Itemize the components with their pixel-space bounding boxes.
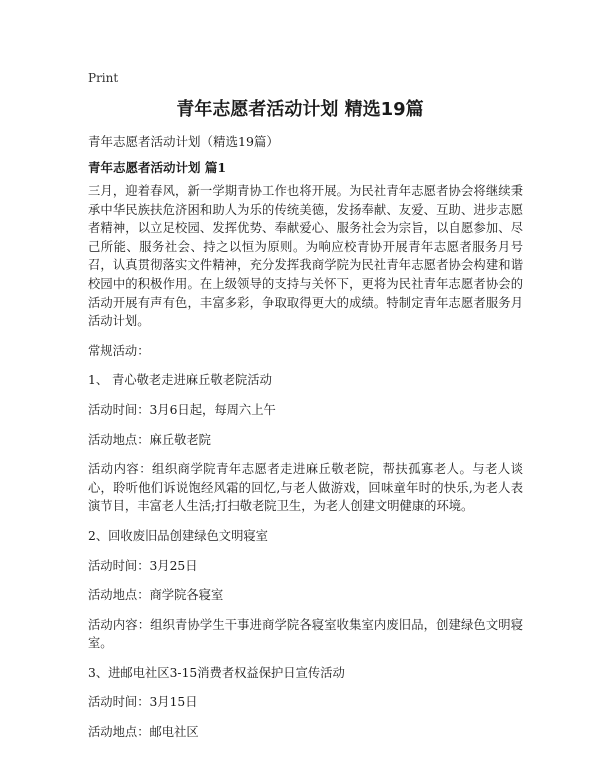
document-subtitle: 青年志愿者活动计划（精选19篇） xyxy=(88,134,279,149)
activity-3-time: 活动时间：3月15日 xyxy=(88,695,198,710)
activity-1-title: 1、 青心敬老走进麻丘敬老院活动 xyxy=(88,373,272,388)
activity-3-location: 活动地点：邮电社区 xyxy=(88,725,199,740)
activity-2-time: 活动时间：3月25日 xyxy=(88,558,198,573)
activity-1-time: 活动时间：3月6日起，每周六上午 xyxy=(88,402,276,417)
activity-2-location: 活动地点：商学院各寝室 xyxy=(88,588,224,603)
page-title: 青年志愿者活动计划 精选19篇 xyxy=(176,99,424,120)
regular-activities-heading: 常规活动： xyxy=(88,343,150,358)
document-body xyxy=(88,182,523,753)
activity-2-content: 活动内容：组织青协学生干事进商学院各寝室收集室内废旧品，创建绿色文明寝室。 xyxy=(88,617,523,651)
activity-3-title: 3、进邮电社区3-15消费者权益保护日宣传活动 xyxy=(88,665,345,680)
activity-1-content: 活动内容：组织商学院青年志愿者走进麻丘敬老院，帮扶孤寡老人。与老人谈心，聆听他们诉说饱经风霜的回忆,与老人做游戏，回味童年时的快乐,为老人表演节目，丰富老人生活;打扫敬老院卫生，为老人创建文明健康的环境。 xyxy=(88,462,523,514)
section-heading: 青年志愿者活动计划 篇1 xyxy=(88,160,227,175)
activity-1-location: 活动地点：麻丘敬老院 xyxy=(88,432,211,447)
activity-2-title: 2、回收废旧品创建绿色文明寝室 xyxy=(88,528,268,543)
print-link[interactable]: Print xyxy=(88,71,119,85)
intro-paragraph: 三月，迎着春风，新一学期青协工作也将开展。为民社青年志愿者协会将继续秉承中华民族扶危济困和助人为乐的传统美德，发扬奉献、友爱、互助、进步志愿者精神，以立足校园、发挥优势、奉献爱心、服务社会为宗旨，以自愿参加、尽己所能、服务社会、持之以恒为原则。为响应校青协开展青年志愿者服务月号召，认真贯彻落实文件精神，充分发挥我商学院为民社青年志愿者协会构建和谐校园中的积极作用。在上级领导的支持与关怀下，更将为民社青年志愿者协会的活动开展有声有色，丰富多彩，争取取得更大的成绩。特制定青年志愿者服务月活动计划。 xyxy=(88,184,523,329)
